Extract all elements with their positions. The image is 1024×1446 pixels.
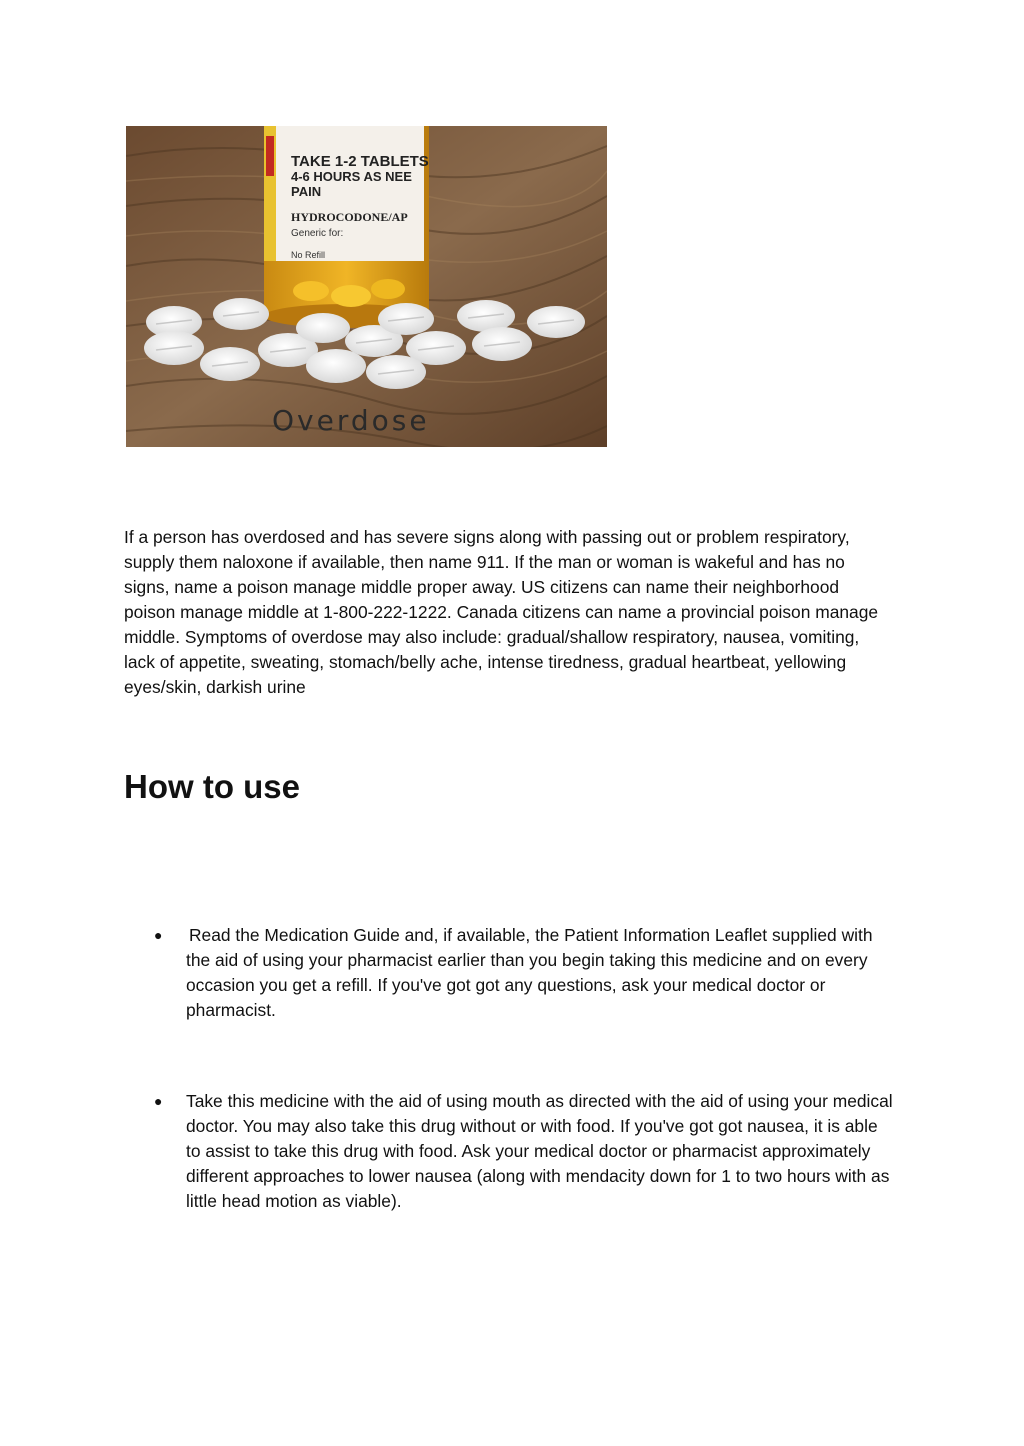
- image-caption: Overdose: [272, 404, 430, 437]
- label-generic: Generic for:: [291, 228, 344, 239]
- label-line-3: PAIN: [291, 184, 322, 199]
- label-line-1: TAKE 1-2 TABLETS: [291, 153, 429, 170]
- overdose-paragraph: If a person has overdosed and has severe signs along with passing out or problem respiratory, supply them naloxone if available, then name 911. If the man or woman is wakeful and has no signs, name a poison manage middle proper away. US citizens can name their neighborhood poison manage middle at 1-800-222-1222. Canada citizens can name a provincial poison manage middle. Symptoms of overdose may also include: gradual/shallow respiratory, nausea, vomiting, lack of appetite, sweating, stomach/belly ache, intense tiredness, gradual heartbeat, yellowing eyes/skin, darkish urine: [124, 527, 879, 697]
- list-item: [124, 1089, 894, 1214]
- list-item: [124, 923, 894, 1023]
- list-item-text: Take this medicine with the aid of using mouth as directed with the aid of using your medical doctor. You may also take this drug without or with food. If you've got got nausea, it is able to assist to take this drug with food. Ask your medical doctor or pharmacist approximately different approaches to lower nausea (along with mendacity down for 1 to two hours with as little head motion as viable).: [186, 1091, 893, 1211]
- section-heading: How to use: [124, 768, 301, 805]
- label-drug-name: HYDROCODONE/AP: [291, 210, 408, 224]
- label-line-2: 4-6 HOURS AS NEE: [291, 169, 412, 184]
- overdose-photo: [126, 126, 607, 447]
- list-item-text: Read the Medication Guide and, if available, the Patient Information Leaflet supplied with the aid of using your pharmacist earlier than you begin taking this medicine and on every occasion you get a refill. If you've got got any questions, ask your medical doctor or pharmacist.: [186, 925, 873, 1020]
- bullet-icon: ●: [154, 927, 163, 943]
- bullet-icon: ●: [154, 1093, 163, 1109]
- label-refill: No Refill: [291, 250, 326, 260]
